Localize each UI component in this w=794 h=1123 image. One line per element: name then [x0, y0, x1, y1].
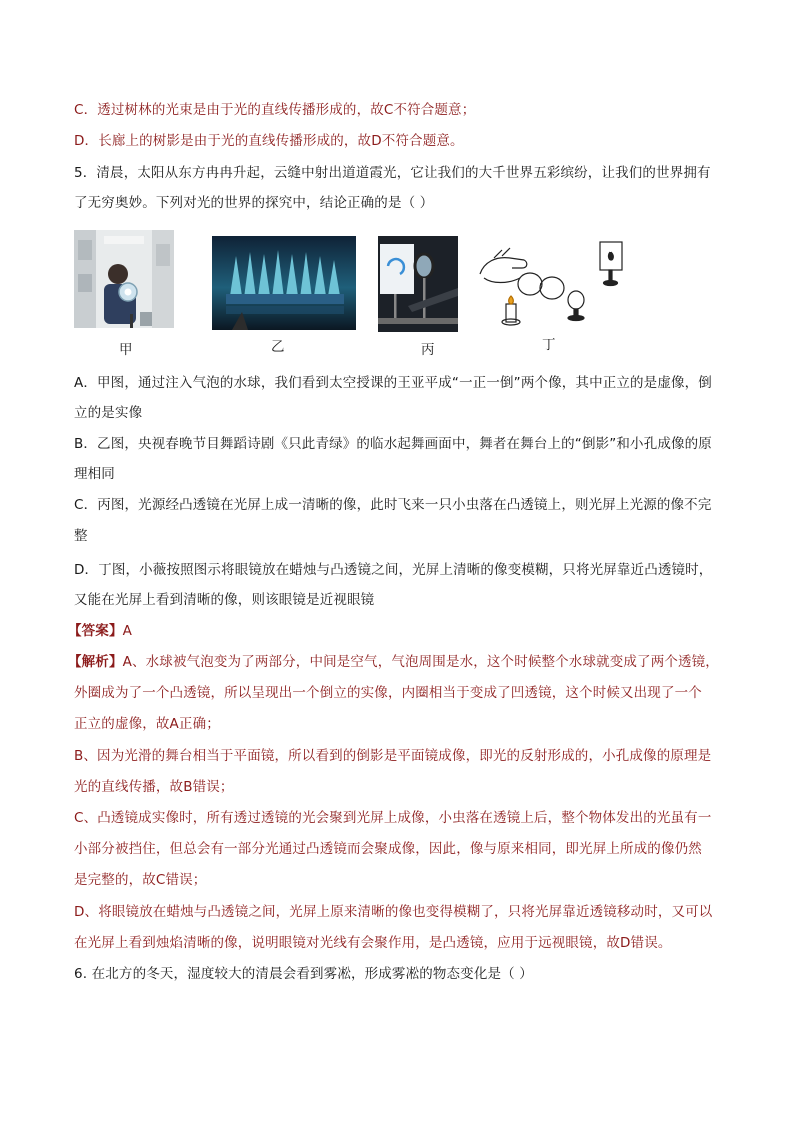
figure-bing-caption: 丙: [421, 342, 435, 358]
analysis-line-5: 光的直线传播，故B错误；: [74, 779, 234, 795]
analysis-line-10: 在光屏上看到烛焰清晰的像，说明眼镜对光线有会聚作用，是凸透镜，应用于远视眼镜，故D错误。: [74, 935, 672, 951]
astronaut-water-ball-photo-icon: [74, 230, 174, 328]
answer-line: [68, 621, 728, 641]
candle-glasses-lens-drawing-icon: [472, 234, 642, 334]
option-a-line-1: A．甲图，通过注入气泡的水球，我们看到太空授课的王亚平成“一正一倒”两个像，其中正立的是虚像，倒: [74, 375, 712, 391]
prev-option-d-explanation: D．长廊上的树影是由于光的直线传播形成的，故D不符合题意。: [74, 133, 464, 149]
prev-option-c-explanation: C．透过树林的光束是由于光的直线传播形成的，故C不符合题意；: [74, 102, 476, 118]
option-b-line-2: 理相同: [74, 466, 115, 482]
figure-yi-photo: [212, 236, 356, 330]
analysis-tag: 【解析】: [68, 654, 123, 670]
analysis-line-6: C、凸透镜成实像时，所有透过透镜的光会聚到光屏上成像，小虫落在透镜上后，整个物体发出的光虽有一: [74, 810, 712, 826]
option-c-line-1: C．丙图，光源经凸透镜在光屏上成一清晰的像，此时飞来一只小虫落在凸透镜上，则光屏上光源的像不完: [74, 497, 712, 513]
option-a-line-2: 立的是实像: [74, 405, 143, 421]
analysis-line-7: 小部分被挡住，但总会有一部分光通过凸透镜而会聚成像，因此，像与原来相同，即光屏上所成的像仍然: [74, 841, 702, 857]
option-d-line-2: 又能在光屏上看到清晰的像，则该眼镜是近视眼镜: [74, 592, 375, 608]
figure-bing-photo: [378, 236, 458, 332]
figure-ding-drawing: [472, 234, 642, 334]
answer-tag: 【答案】: [68, 623, 123, 639]
convex-lens-screen-photo-icon: [378, 236, 458, 332]
question-5-stem-line-2: 了无穷奥妙。下列对光的世界的探究中，结论正确的是（ ）: [74, 195, 434, 211]
analysis-line-3: 正立的虚像，故A正确；: [74, 716, 220, 732]
analysis-line-4: B、因为光滑的舞台相当于平面镜，所以看到的倒影是平面镜成像，即光的反射形成的，小孔成像的原理是: [74, 748, 712, 764]
analysis-line-2: 外圈成为了一个凸透镜，所以呈现出一个倒立的实像，内圈相当于变成了凹透镜，这个时候又出现了一个: [74, 685, 702, 701]
figure-yi-caption: 乙: [271, 339, 285, 355]
figure-jia-photo: [74, 230, 174, 328]
analysis-line-1: 【解析】A、水球被气泡变为了两部分，中间是空气，气泡周围是水，这个时候整个水球就变成了两个透镜，: [68, 654, 719, 670]
figure-jia-caption: 甲: [119, 342, 133, 358]
option-c-line-2: 整: [74, 528, 88, 544]
option-b-line-1: B．乙图，央视春晚节目舞蹈诗剧《只此青绿》的临水起舞画面中，舞者在舞台上的“倒影”和小孔成像的原: [74, 436, 712, 452]
answer-value: A: [122, 623, 132, 639]
option-d-line-1: D．丁图，小薇按照图示将眼镜放在蜡烛与凸透镜之间，光屏上清晰的像变模糊，只将光屏靠近凸透镜时，: [74, 562, 713, 578]
question-6-stem: 6. 在北方的冬天，湿度较大的清晨会看到雾凇，形成雾凇的物态变化是（ ）: [74, 966, 533, 982]
question-5-stem-line-1: 5．清晨，太阳从东方冉冉升起，云缝中射出道道霞光，它让我们的大千世界五彩缤纷，让我们的世界拥有: [74, 165, 711, 181]
analysis-line-8: 是完整的，故C错误；: [74, 872, 207, 888]
figure-ding-caption: 丁: [542, 337, 556, 353]
stage-dance-photo-icon: [212, 236, 356, 330]
analysis-line-9: D、将眼镜放在蜡烛与凸透镜之间，光屏上原来清晰的像也变得模糊了，只将光屏靠近透镜移动时，又可以: [74, 904, 713, 920]
